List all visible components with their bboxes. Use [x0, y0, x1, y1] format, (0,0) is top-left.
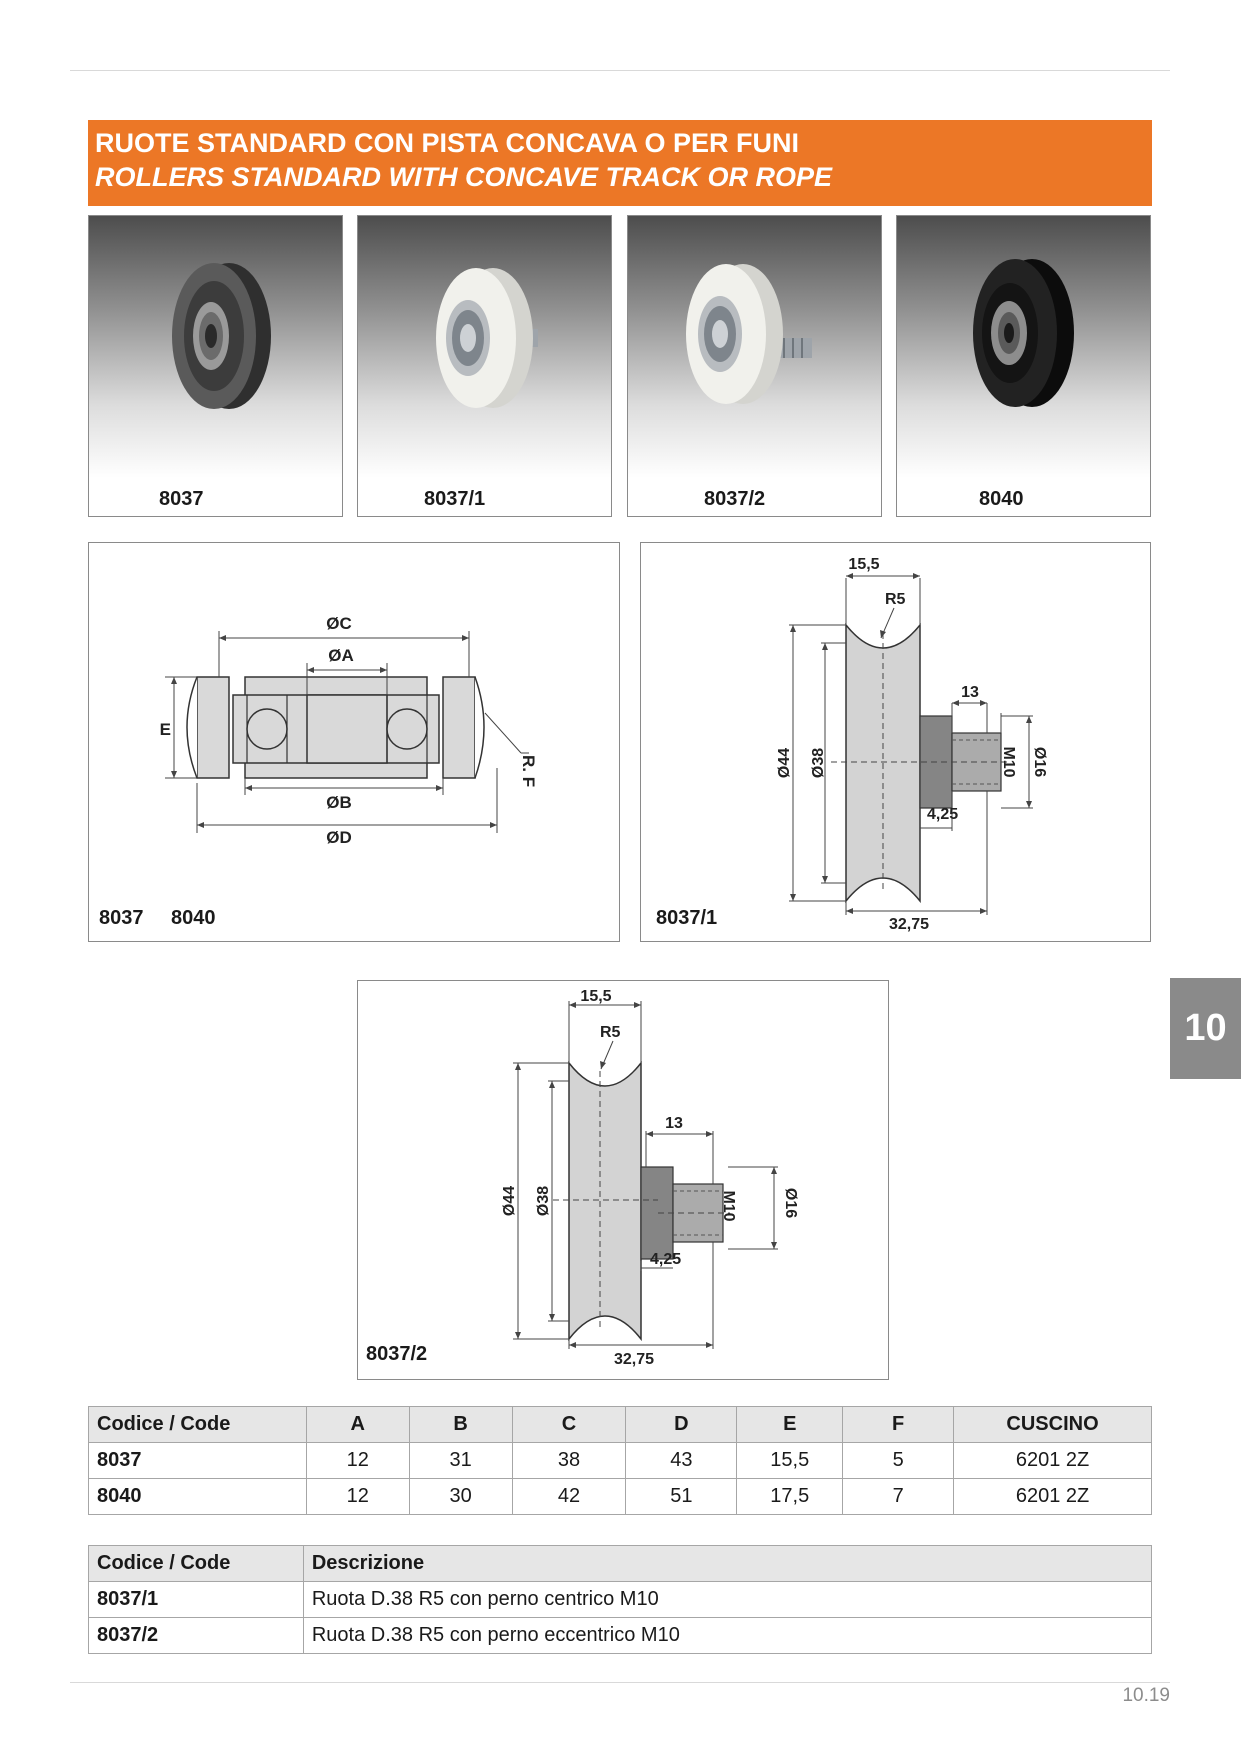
cell-code: 8037	[89, 1443, 307, 1479]
label-pin-length: 13	[961, 684, 979, 701]
cell-a: 12	[306, 1479, 409, 1515]
label-offset: 4,25	[650, 1251, 682, 1268]
description-table	[88, 1545, 1152, 1654]
header-e: E	[737, 1407, 843, 1443]
cell-d: 51	[626, 1479, 737, 1515]
drawing-code: 8037/1	[656, 907, 718, 929]
label-d16: Ø16	[782, 1187, 799, 1219]
table-header-row	[89, 1407, 1152, 1443]
cell-code: 8037/1	[89, 1582, 304, 1618]
cell-a: 12	[306, 1443, 409, 1479]
table-row	[89, 1479, 1152, 1515]
header-a: A	[306, 1407, 409, 1443]
pin-diagram-centric	[641, 543, 1150, 941]
header-code: Codice / Code	[89, 1546, 304, 1582]
pin-diagram-eccentric	[358, 981, 888, 1379]
label-a: ØA	[328, 646, 354, 665]
drawing-8037-2	[357, 980, 889, 1380]
label-total: 32,75	[888, 916, 930, 933]
drawing-code: 8040	[171, 907, 216, 929]
table-header-row	[89, 1546, 1152, 1582]
bottom-rule	[70, 1682, 1170, 1683]
table-row	[89, 1582, 1152, 1618]
cell-code: 8037/2	[89, 1618, 304, 1654]
label-e: E	[159, 720, 171, 739]
label-d: ØD	[326, 828, 352, 847]
label-radius: R5	[885, 591, 906, 608]
label-d38: Ø38	[535, 1185, 552, 1217]
label-d44: Ø44	[501, 1185, 518, 1217]
photo-8040	[896, 215, 1151, 517]
title-english: ROLLERS STANDARD WITH CONCAVE TRACK OR ROPE	[95, 162, 832, 192]
drawing-8037-1	[640, 542, 1151, 942]
header-code: Codice / Code	[89, 1407, 307, 1443]
header-d: D	[626, 1407, 737, 1443]
section-diagram	[89, 543, 619, 941]
header-f: F	[843, 1407, 954, 1443]
cell-bearing: 6201 2Z	[954, 1479, 1152, 1515]
label-thread: M10	[1000, 746, 1017, 778]
table-row	[89, 1443, 1152, 1479]
photo-8037-1	[357, 215, 612, 517]
dimensions-table	[88, 1406, 1152, 1515]
label-b: ØB	[326, 793, 352, 812]
cell-f: 5	[843, 1443, 954, 1479]
label-radius: R5	[600, 1024, 621, 1041]
roller-8040-image	[897, 216, 1151, 516]
header-c: C	[512, 1407, 626, 1443]
label-offset: 4,25	[927, 806, 959, 823]
cell-description: Ruota D.38 R5 con perno eccentrico M10	[303, 1618, 1151, 1654]
label-d38: Ø38	[810, 747, 827, 779]
cell-f: 7	[843, 1479, 954, 1515]
label-d44: Ø44	[776, 747, 793, 779]
drawing-section	[88, 542, 620, 942]
title-italian: RUOTE STANDARD CON PISTA CONCAVA O PER FUNI	[95, 128, 800, 158]
photo-code: 8040	[979, 488, 1024, 510]
drawing-code: 8037	[99, 907, 144, 929]
label-total: 32,75	[613, 1351, 655, 1368]
label-thread: M10	[720, 1190, 737, 1222]
header-bearing: CUSCINO	[954, 1407, 1152, 1443]
cell-bearing: 6201 2Z	[954, 1443, 1152, 1479]
cell-e: 17,5	[737, 1479, 843, 1515]
title-banner	[88, 120, 1152, 206]
roller-8037-2-image	[628, 216, 882, 516]
cell-c: 42	[512, 1479, 626, 1515]
label-c: ØC	[326, 614, 352, 633]
cell-b: 30	[409, 1479, 512, 1515]
cell-b: 31	[409, 1443, 512, 1479]
cell-e: 15,5	[737, 1443, 843, 1479]
label-d16: Ø16	[1031, 746, 1048, 778]
label-rf: R. F	[519, 755, 538, 788]
table-row	[89, 1618, 1152, 1654]
roller-8037-1-image	[358, 216, 612, 516]
label-pin-length: 13	[665, 1115, 683, 1132]
photo-8037-2	[627, 215, 882, 517]
top-rule	[70, 70, 1170, 71]
cell-c: 38	[512, 1443, 626, 1479]
cell-code: 8040	[89, 1479, 307, 1515]
label-width: 15,5	[848, 556, 880, 573]
drawing-code: 8037/2	[366, 1343, 428, 1365]
section-tab: 10	[1170, 978, 1241, 1079]
cell-d: 43	[626, 1443, 737, 1479]
header-b: B	[409, 1407, 512, 1443]
photo-8037	[88, 215, 343, 517]
photo-code: 8037/1	[424, 488, 486, 510]
photo-code: 8037/2	[704, 488, 766, 510]
label-width: 15,5	[580, 988, 612, 1005]
cell-description: Ruota D.38 R5 con perno centrico M10	[303, 1582, 1151, 1618]
header-description: Descrizione	[303, 1546, 1151, 1582]
page-number: 10.19	[1122, 1685, 1170, 1706]
roller-8037-image	[89, 216, 343, 516]
photo-code: 8037	[159, 488, 204, 510]
